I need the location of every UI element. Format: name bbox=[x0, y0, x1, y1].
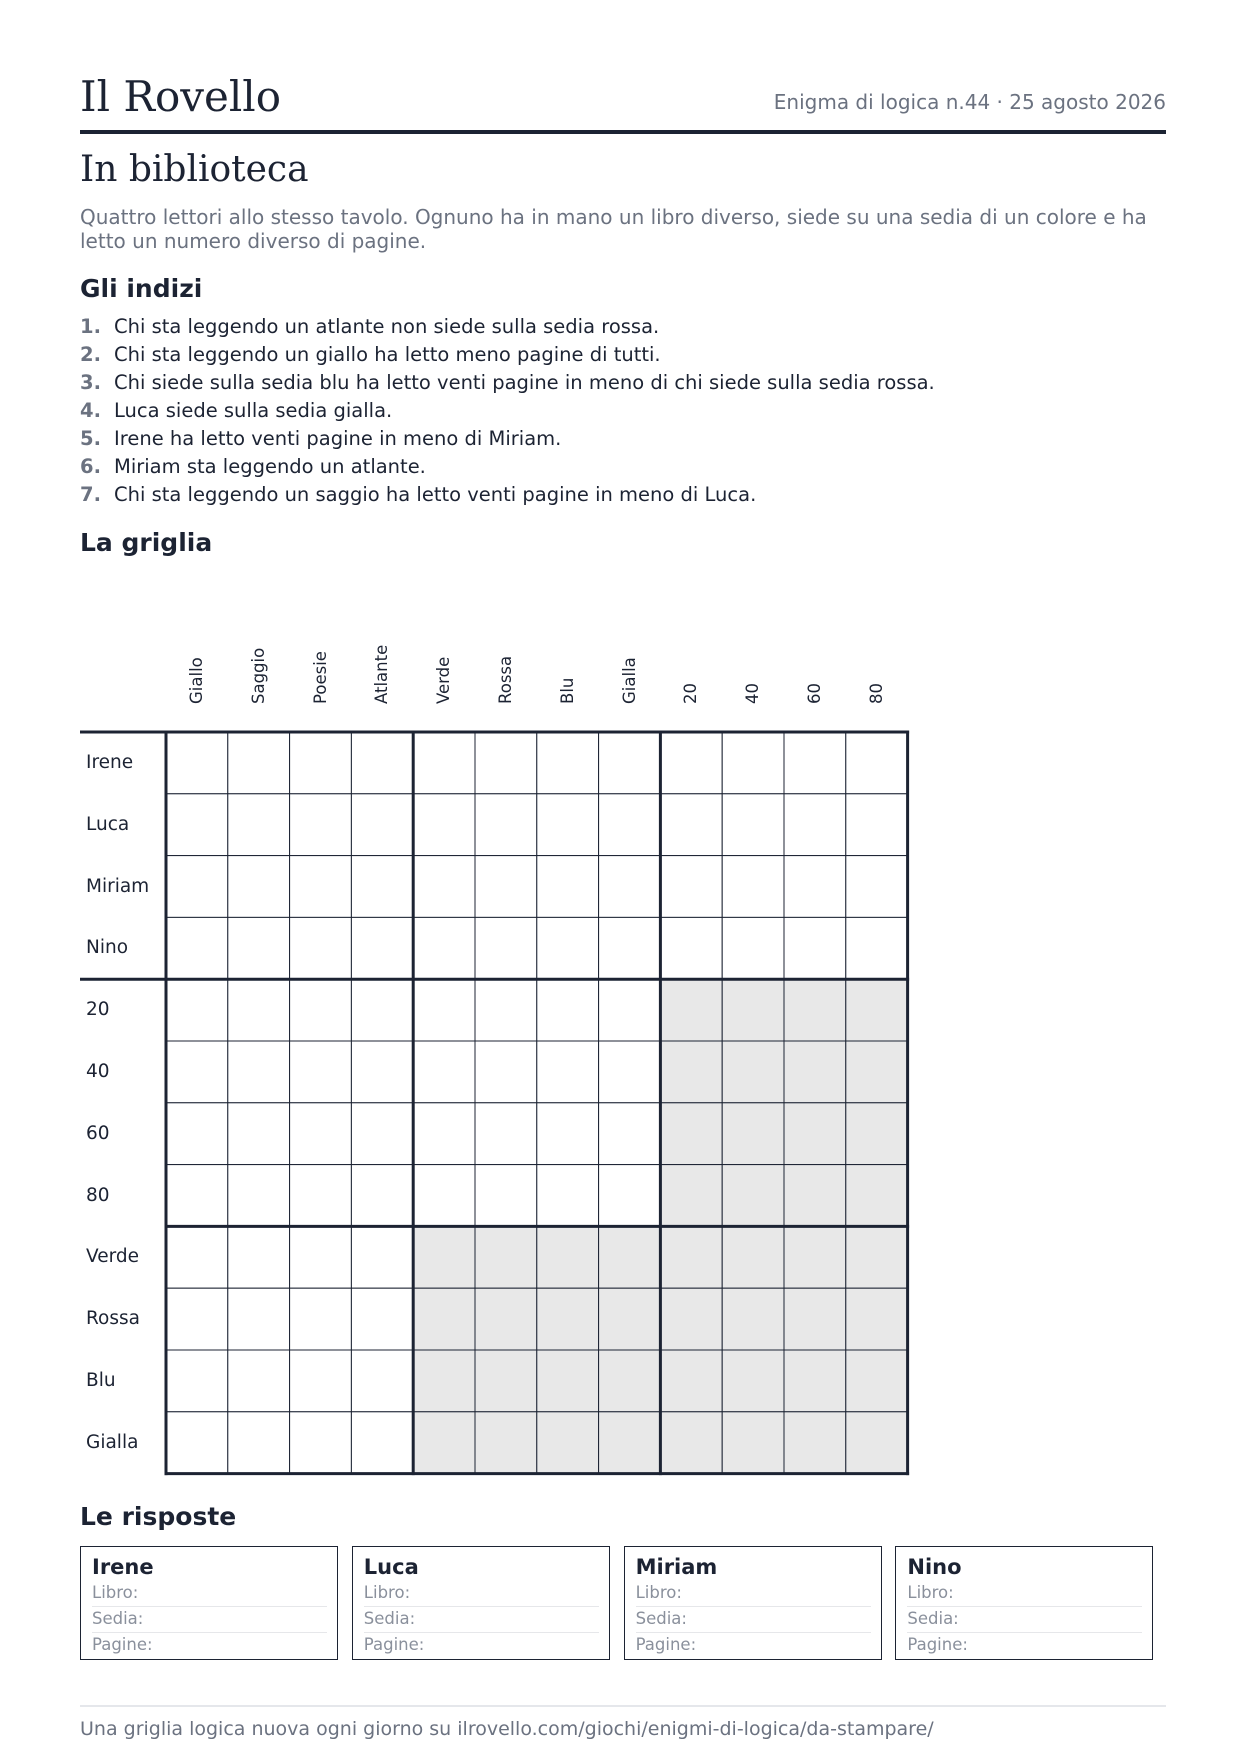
column-header-label: Giallo bbox=[187, 657, 206, 704]
grid-cell[interactable] bbox=[537, 732, 599, 794]
grid-cell[interactable] bbox=[537, 979, 599, 1041]
grid-lines bbox=[80, 640, 920, 1490]
grid-cell[interactable] bbox=[351, 856, 413, 918]
grid-cell-blocked bbox=[413, 1226, 475, 1288]
grid-cell[interactable] bbox=[599, 794, 661, 856]
grid-cell-blocked bbox=[722, 1288, 784, 1350]
answer-field[interactable]: Libro: bbox=[907, 1581, 1142, 1607]
column-header-label: Atlante bbox=[372, 644, 392, 704]
grid-cell[interactable] bbox=[599, 979, 661, 1041]
grid-cell[interactable] bbox=[228, 917, 290, 979]
grid-cell[interactable] bbox=[475, 1103, 537, 1165]
logic-grid[interactable] bbox=[80, 640, 920, 1490]
grid-cell[interactable] bbox=[228, 732, 290, 794]
grid-cell[interactable] bbox=[660, 794, 722, 856]
grid-cell-blocked bbox=[722, 1226, 784, 1288]
grid-cell-blocked bbox=[722, 1412, 784, 1474]
masthead bbox=[80, 70, 1166, 134]
grid-cell[interactable] bbox=[599, 732, 661, 794]
grid-cell[interactable] bbox=[290, 1041, 352, 1103]
answer-card bbox=[80, 1546, 338, 1660]
clue-text: Chi sta leggendo un saggio ha letto venti pagine in meno di Luca. bbox=[114, 483, 757, 506]
grid-cell-blocked bbox=[599, 1288, 661, 1350]
clue-number: 5. bbox=[80, 427, 101, 450]
grid-cell-blocked bbox=[846, 1103, 908, 1165]
answer-card bbox=[895, 1546, 1153, 1660]
grid-cell[interactable] bbox=[290, 1226, 352, 1288]
grid-cell[interactable] bbox=[290, 979, 352, 1041]
row-header: Rossa bbox=[86, 1308, 140, 1330]
grid-cell[interactable] bbox=[166, 732, 228, 794]
grid-cell[interactable] bbox=[475, 917, 537, 979]
grid-cell-blocked bbox=[784, 1350, 846, 1412]
answer-field[interactable]: Sedia: bbox=[92, 1607, 327, 1633]
grid-cell[interactable] bbox=[413, 1165, 475, 1227]
grid-cell[interactable] bbox=[413, 794, 475, 856]
answer-field[interactable]: Pagine: bbox=[92, 1635, 153, 1654]
column-header bbox=[475, 640, 537, 724]
clue-item bbox=[80, 341, 935, 369]
grid-cell[interactable] bbox=[537, 794, 599, 856]
grid-cell-blocked bbox=[784, 1412, 846, 1474]
grid-cell[interactable] bbox=[228, 794, 290, 856]
grid-cell-blocked bbox=[722, 1103, 784, 1165]
column-header-label: Verde bbox=[434, 656, 454, 704]
puzzle-title: In biblioteca bbox=[80, 149, 309, 190]
grid-cell-blocked bbox=[660, 1165, 722, 1227]
grid-cell[interactable] bbox=[351, 732, 413, 794]
grid-cell-blocked bbox=[599, 1350, 661, 1412]
grid-cell[interactable] bbox=[537, 1165, 599, 1227]
answer-field[interactable]: Pagine: bbox=[363, 1635, 425, 1654]
answer-card-name: Luca bbox=[363, 1555, 419, 1579]
grid-cell-blocked bbox=[599, 1412, 661, 1474]
column-header bbox=[846, 640, 908, 724]
grid-cell[interactable] bbox=[351, 1041, 413, 1103]
grid-cell[interactable] bbox=[599, 856, 661, 918]
row-header: 40 bbox=[86, 1061, 110, 1082]
grid-cell[interactable] bbox=[537, 1041, 599, 1103]
column-header bbox=[784, 640, 846, 724]
grid-cell[interactable] bbox=[475, 1041, 537, 1103]
grid-cell[interactable] bbox=[166, 917, 228, 979]
grid-cell[interactable] bbox=[351, 1350, 413, 1412]
grid-cell[interactable] bbox=[599, 1103, 661, 1165]
grid-cell[interactable] bbox=[846, 794, 908, 856]
clue-item bbox=[80, 481, 935, 509]
clue-item bbox=[80, 369, 935, 397]
grid-cell[interactable] bbox=[290, 1350, 352, 1412]
grid-cell-blocked bbox=[846, 1041, 908, 1103]
grid-cell[interactable] bbox=[228, 1226, 290, 1288]
answer-field[interactable]: Pagine: bbox=[907, 1635, 968, 1654]
grid-cell[interactable] bbox=[351, 979, 413, 1041]
grid-cell[interactable] bbox=[722, 794, 784, 856]
row-header: 60 bbox=[86, 1122, 110, 1144]
grid-cell-blocked bbox=[413, 1350, 475, 1412]
grid-cell-blocked bbox=[475, 1226, 537, 1288]
clue-number: 1. bbox=[80, 315, 101, 338]
column-header bbox=[228, 640, 290, 724]
row-header: 20 bbox=[86, 999, 110, 1021]
grid-cell[interactable] bbox=[599, 1165, 661, 1227]
clue-number: 3. bbox=[80, 371, 101, 394]
grid-cell[interactable] bbox=[537, 856, 599, 918]
grid-cell[interactable] bbox=[290, 732, 352, 794]
grid-cell[interactable] bbox=[722, 856, 784, 918]
grid-cell[interactable] bbox=[166, 1041, 228, 1103]
row-header: Irene bbox=[86, 752, 134, 773]
column-header bbox=[166, 640, 228, 724]
grid-cell[interactable] bbox=[351, 1412, 413, 1474]
answer-field[interactable]: Sedia: bbox=[907, 1607, 1142, 1633]
row-header: Nino bbox=[86, 937, 129, 959]
column-header-label: Gialla bbox=[619, 657, 639, 704]
grid-cell[interactable] bbox=[784, 732, 846, 794]
grid-cell[interactable] bbox=[413, 856, 475, 918]
grid-cell-blocked bbox=[660, 1288, 722, 1350]
grid-cell-blocked bbox=[660, 1412, 722, 1474]
row-header: Gialla bbox=[86, 1431, 139, 1453]
grid-cell[interactable] bbox=[537, 917, 599, 979]
grid-cell[interactable] bbox=[475, 979, 537, 1041]
grid-cell-blocked bbox=[660, 1041, 722, 1103]
column-header-label: Blu bbox=[557, 677, 577, 704]
grid-cell[interactable] bbox=[413, 1103, 475, 1165]
clues-heading: Gli indizi bbox=[80, 274, 203, 303]
grid-cell-blocked bbox=[537, 1350, 599, 1412]
grid-cell[interactable] bbox=[722, 732, 784, 794]
grid-cell[interactable] bbox=[599, 1041, 661, 1103]
answer-card-name: Irene bbox=[92, 1555, 154, 1579]
grid-cell[interactable] bbox=[784, 794, 846, 856]
answer-field[interactable]: Libro: bbox=[92, 1581, 327, 1607]
grid-cell-blocked bbox=[846, 1412, 908, 1474]
grid-cell-blocked bbox=[475, 1288, 537, 1350]
grid-cell[interactable] bbox=[290, 1165, 352, 1227]
clue-text: Luca siede sulla sedia gialla. bbox=[114, 399, 393, 422]
clue-item bbox=[80, 425, 935, 453]
grid-cell[interactable] bbox=[228, 1041, 290, 1103]
grid-cell-blocked bbox=[537, 1226, 599, 1288]
grid-cell-blocked bbox=[784, 1288, 846, 1350]
grid-cell[interactable] bbox=[351, 794, 413, 856]
column-header bbox=[599, 640, 661, 724]
grid-cell[interactable] bbox=[784, 856, 846, 918]
answer-card-name: Nino bbox=[907, 1555, 962, 1579]
grid-cell-blocked bbox=[846, 1226, 908, 1288]
row-header: Verde bbox=[86, 1246, 140, 1268]
column-header-label: Saggio bbox=[248, 647, 268, 704]
column-header bbox=[660, 640, 722, 724]
answer-field[interactable]: Pagine: bbox=[635, 1635, 697, 1654]
grid-cell[interactable] bbox=[290, 1288, 352, 1350]
grid-cell[interactable] bbox=[228, 856, 290, 918]
grid-cell-blocked bbox=[784, 1165, 846, 1227]
column-header-label: 60 bbox=[805, 683, 824, 704]
column-header bbox=[290, 640, 352, 724]
grid-cell[interactable] bbox=[846, 856, 908, 918]
grid-cell[interactable] bbox=[166, 1226, 228, 1288]
grid-cell-blocked bbox=[846, 1350, 908, 1412]
grid-cell[interactable] bbox=[351, 1103, 413, 1165]
grid-cell[interactable] bbox=[228, 1412, 290, 1474]
clue-number: 7. bbox=[80, 483, 101, 506]
grid-cell-blocked bbox=[846, 1288, 908, 1350]
grid-cell[interactable] bbox=[599, 917, 661, 979]
grid-cell[interactable] bbox=[475, 732, 537, 794]
grid-cell[interactable] bbox=[290, 1412, 352, 1474]
grid-cell-blocked bbox=[784, 1226, 846, 1288]
grid-cell-blocked bbox=[660, 979, 722, 1041]
clue-list bbox=[80, 313, 935, 509]
column-header-label: 80 bbox=[866, 683, 886, 704]
grid-cell[interactable] bbox=[290, 917, 352, 979]
clue-item bbox=[80, 313, 935, 341]
row-header: 80 bbox=[86, 1184, 110, 1206]
clue-text: Chi siede sulla sedia blu ha letto venti pagine in meno di chi siede sulla sedia rossa. bbox=[114, 371, 935, 394]
row-header: Miriam bbox=[86, 875, 150, 897]
clue-number: 4. bbox=[80, 399, 101, 422]
grid-cell-blocked bbox=[660, 1350, 722, 1412]
column-header bbox=[413, 640, 475, 724]
grid-cell-blocked bbox=[537, 1288, 599, 1350]
answer-cards bbox=[80, 1546, 1166, 1662]
grid-cell[interactable] bbox=[228, 1288, 290, 1350]
column-header-label: Poesie bbox=[310, 651, 330, 704]
brand-title: Il Rovello bbox=[80, 72, 282, 121]
grid-cell[interactable] bbox=[475, 794, 537, 856]
grid-cell[interactable] bbox=[660, 856, 722, 918]
answer-field[interactable]: Libro: bbox=[364, 1581, 599, 1607]
grid-cell[interactable] bbox=[166, 794, 228, 856]
grid-cell[interactable] bbox=[722, 917, 784, 979]
grid-cell-blocked bbox=[846, 1165, 908, 1227]
grid-cell[interactable] bbox=[166, 1412, 228, 1474]
grid-cell[interactable] bbox=[166, 1103, 228, 1165]
grid-cell[interactable] bbox=[351, 1165, 413, 1227]
grid-cell[interactable] bbox=[475, 1165, 537, 1227]
footer-text: Una griglia logica nuova ogni giorno su ilrovello.com/giochi/enigmi-di-logica/da-stampare/ bbox=[80, 1705, 1166, 1741]
grid-cell[interactable] bbox=[351, 1226, 413, 1288]
clue-item bbox=[80, 453, 935, 481]
grid-cell-blocked bbox=[475, 1350, 537, 1412]
grid-cell[interactable] bbox=[475, 856, 537, 918]
answer-field[interactable]: Sedia: bbox=[364, 1607, 599, 1633]
clue-text: Chi sta leggendo un giallo ha letto meno pagine di tutti. bbox=[114, 343, 661, 366]
grid-cell[interactable] bbox=[846, 917, 908, 979]
clue-text: Chi sta leggendo un atlante non siede sulla sedia rossa. bbox=[114, 315, 660, 338]
row-header: Luca bbox=[86, 813, 130, 835]
grid-cell-blocked bbox=[722, 1041, 784, 1103]
grid-cell-blocked bbox=[846, 979, 908, 1041]
grid-cell-blocked bbox=[660, 1226, 722, 1288]
answers-heading: Le risposte bbox=[80, 1502, 237, 1531]
grid-cell[interactable] bbox=[846, 732, 908, 794]
grid-cell[interactable] bbox=[228, 979, 290, 1041]
answer-card bbox=[624, 1546, 882, 1660]
grid-cell-blocked bbox=[660, 1103, 722, 1165]
column-header bbox=[351, 640, 413, 724]
column-header-label: 40 bbox=[743, 683, 763, 704]
grid-cell[interactable] bbox=[413, 917, 475, 979]
grid-cell[interactable] bbox=[166, 1288, 228, 1350]
clue-number: 6. bbox=[80, 455, 101, 478]
grid-cell-blocked bbox=[537, 1412, 599, 1474]
puzzle-intro: Quattro lettori allo stesso tavolo. Ognuno ha in mano un libro diverso, siede su una sedia di un colore e ha letto un numero diverso di pagine. bbox=[80, 205, 1147, 253]
grid-cell[interactable] bbox=[166, 979, 228, 1041]
grid-cell[interactable] bbox=[228, 1103, 290, 1165]
answer-field[interactable]: Sedia: bbox=[636, 1607, 871, 1633]
grid-cell-blocked bbox=[475, 1412, 537, 1474]
grid-cell[interactable] bbox=[660, 917, 722, 979]
grid-cell[interactable] bbox=[166, 1350, 228, 1412]
answer-card bbox=[352, 1546, 610, 1660]
grid-cell-blocked bbox=[722, 979, 784, 1041]
grid-cell[interactable] bbox=[166, 856, 228, 918]
column-header-label: 20 bbox=[681, 683, 701, 704]
answer-card-name: Miriam bbox=[635, 1555, 718, 1579]
row-header: Blu bbox=[86, 1370, 116, 1391]
grid-cell[interactable] bbox=[351, 917, 413, 979]
clue-text: Irene ha letto venti pagine in meno di Miriam. bbox=[114, 427, 562, 450]
clue-item bbox=[80, 397, 935, 425]
grid-cell[interactable] bbox=[413, 732, 475, 794]
answer-field[interactable]: Libro: bbox=[636, 1581, 871, 1607]
grid-cell[interactable] bbox=[413, 979, 475, 1041]
grid-cell-blocked bbox=[413, 1288, 475, 1350]
grid-cell[interactable] bbox=[290, 794, 352, 856]
grid-cell[interactable] bbox=[228, 1350, 290, 1412]
grid-cell[interactable] bbox=[290, 1103, 352, 1165]
column-header bbox=[537, 640, 599, 724]
grid-cell[interactable] bbox=[228, 1165, 290, 1227]
issue-info: Enigma di logica n.44 · 25 agosto 2026 bbox=[773, 90, 1166, 114]
grid-cell-blocked bbox=[599, 1226, 661, 1288]
grid-cell-blocked bbox=[722, 1350, 784, 1412]
grid-cell[interactable] bbox=[537, 1103, 599, 1165]
grid-cell[interactable] bbox=[413, 1041, 475, 1103]
grid-cell-blocked bbox=[722, 1165, 784, 1227]
grid-cell[interactable] bbox=[660, 732, 722, 794]
clue-text: Miriam sta leggendo un atlante. bbox=[114, 455, 426, 478]
column-header-label: Rossa bbox=[496, 655, 515, 704]
grid-cell-blocked bbox=[784, 1041, 846, 1103]
grid-cell-blocked bbox=[413, 1412, 475, 1474]
column-header bbox=[722, 640, 784, 724]
grid-cell[interactable] bbox=[784, 917, 846, 979]
grid-cell[interactable] bbox=[290, 856, 352, 918]
grid-heading: La griglia bbox=[80, 528, 213, 557]
grid-cell-blocked bbox=[784, 979, 846, 1041]
grid-cell[interactable] bbox=[166, 1165, 228, 1227]
clue-number: 2. bbox=[80, 343, 101, 366]
grid-cell-blocked bbox=[784, 1103, 846, 1165]
grid-cell[interactable] bbox=[351, 1288, 413, 1350]
